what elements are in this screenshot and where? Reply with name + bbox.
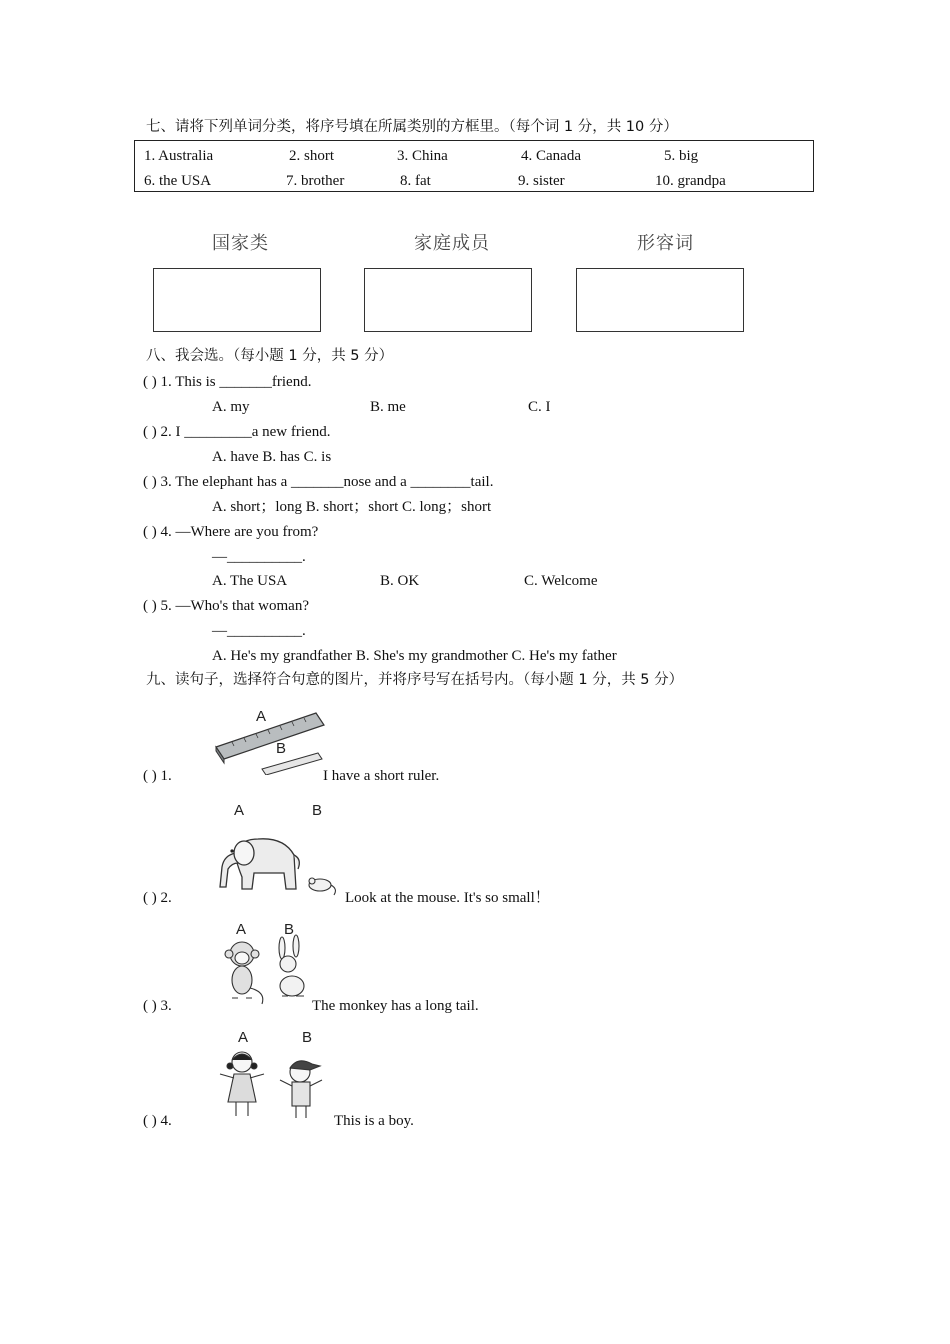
category-label-adjectives: 形容词	[637, 233, 694, 254]
q5-options: A. He's my grandfather B. She's my grandmother C. He's my father	[212, 648, 617, 664]
section9-title: 九、读句子，选择符合句意的图片，并将序号写在括号内。（每小题 1 分，共 5 分）	[146, 672, 684, 688]
q9-1-number: ( ) 1.	[143, 768, 172, 784]
short-ruler-icon	[262, 753, 322, 775]
q4-option-c: C. Welcome	[524, 573, 598, 589]
q9-2-number: ( ) 2.	[143, 890, 172, 906]
q9-3-sentence: The monkey has a long tail.	[312, 998, 479, 1014]
elephant-icon	[220, 839, 299, 889]
word-7: 7. brother	[286, 173, 345, 189]
word-6: 6. the USA	[144, 173, 212, 189]
q2-options: A. have B. has C. is	[212, 449, 332, 465]
word-10: 10. grandpa	[655, 173, 726, 189]
word-8: 8. fat	[400, 173, 431, 189]
elephant-mouse-picture	[214, 797, 342, 905]
ruler-picture	[212, 703, 328, 775]
picture-label-a: A	[236, 921, 247, 938]
q5-stem: ( ) 5. —Who's that woman?	[143, 598, 309, 614]
long-ruler-icon	[216, 713, 324, 759]
picture-label-a: A	[238, 1029, 249, 1046]
word-1: 1. Australia	[144, 148, 214, 164]
picture-label-a: A	[256, 708, 267, 725]
category-box-adjectives[interactable]	[576, 268, 744, 332]
picture-label-b: B	[302, 1029, 313, 1046]
word-4: 4. Canada	[521, 148, 581, 164]
boy-icon	[280, 1061, 322, 1118]
q9-4-sentence: This is a boy.	[334, 1113, 414, 1129]
picture-label-a: A	[234, 802, 245, 819]
q9-1-sentence: I have a short ruler.	[323, 768, 440, 784]
picture-label-b: B	[312, 802, 323, 819]
picture-label-b: B	[284, 921, 295, 938]
q1-stem: ( ) 1. This is _______friend.	[143, 374, 312, 390]
q5-answer-line: —__________.	[212, 623, 306, 639]
q9-3-number: ( ) 3.	[143, 998, 172, 1014]
q4-stem: ( ) 4. —Where are you from?	[143, 524, 319, 540]
mouse-icon	[309, 878, 335, 895]
section8-title: 八、我会选。（每小题 1 分，共 5 分）	[146, 348, 394, 364]
category-box-family[interactable]	[364, 268, 532, 332]
monkey-rabbit-picture	[216, 918, 316, 1008]
section7-title: 七、请将下列单词分类，将序号填在所属类别的方框里。（每个词 1 分，共 10 分）	[146, 119, 678, 135]
word-2: 2. short	[289, 148, 334, 164]
picture-label-b: B	[276, 740, 287, 757]
girl-icon	[220, 1052, 264, 1116]
rabbit-icon	[279, 935, 304, 996]
q4-answer-line: —__________.	[212, 549, 306, 565]
q4-option-b: B. OK	[380, 573, 420, 589]
category-box-countries[interactable]	[153, 268, 321, 332]
q1-option-b: B. me	[370, 399, 406, 415]
word-9: 9. sister	[518, 173, 565, 189]
q1-option-a: A. my	[212, 399, 250, 415]
word-5: 5. big	[664, 148, 699, 164]
girl-boy-picture	[214, 1026, 334, 1122]
q9-2-sentence: Look at the mouse. It's so small！	[345, 890, 550, 906]
word-3: 3. China	[397, 148, 448, 164]
category-label-family: 家庭成员	[414, 233, 490, 254]
q2-stem: ( ) 2. I _________a new friend.	[143, 424, 331, 440]
monkey-icon	[225, 942, 263, 1004]
q3-options: A. short；long B. short；short C. long；short	[212, 499, 492, 515]
category-label-countries: 国家类	[212, 233, 269, 254]
q1-option-c: C. I	[528, 399, 551, 415]
q3-stem: ( ) 3. The elephant has a _______nose and a ________tail.	[143, 474, 494, 490]
q9-4-number: ( ) 4.	[143, 1113, 172, 1129]
q4-option-a: A. The USA	[212, 573, 288, 589]
